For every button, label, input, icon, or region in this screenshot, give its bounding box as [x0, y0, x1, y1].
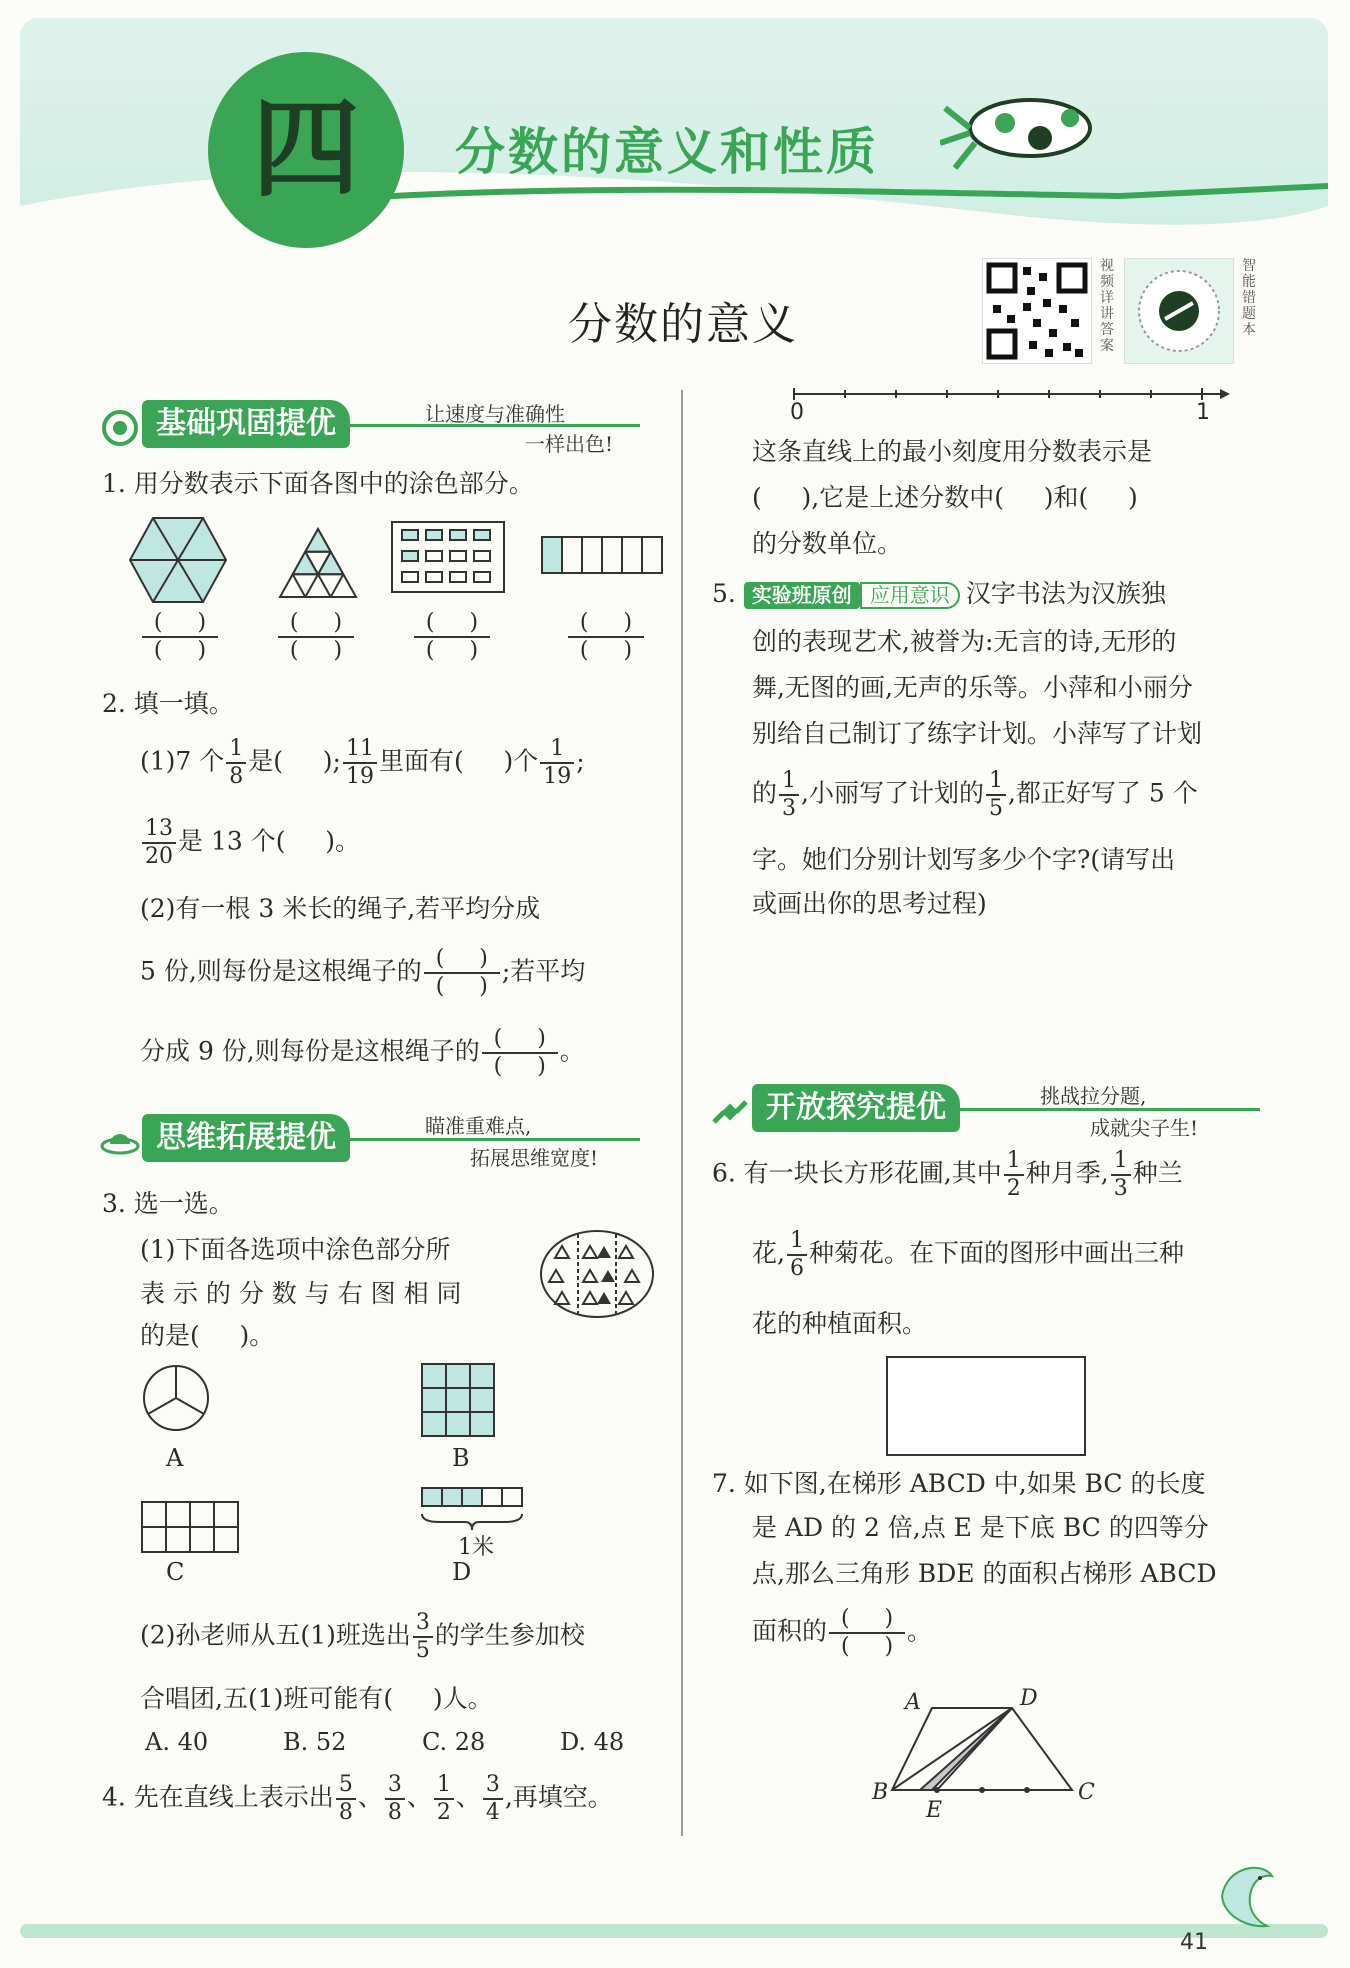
- column-divider: [681, 390, 683, 1836]
- oval-triangles-figure: [538, 1228, 656, 1320]
- option-a-label: A: [166, 1444, 184, 1472]
- qr-label-video: 视 频 详 讲 答 案: [1100, 258, 1114, 354]
- flowerbed-rectangle[interactable]: [886, 1356, 1086, 1456]
- triangle-figure: [278, 527, 358, 599]
- unit-number: 四: [251, 87, 360, 212]
- section-tagline-1: 瞄准重难点,: [425, 1114, 532, 1138]
- section-tagline-1: 让速度与准确性: [425, 402, 565, 426]
- q5-line3: 舞,无图的画,无声的乐等。小萍和小丽分: [752, 673, 1193, 702]
- q2-part2-line1: (2)有一根 3 米长的绳子,若平均分成: [140, 894, 541, 923]
- qr-label-error-book: 智 能 错 题 本: [1242, 258, 1256, 338]
- section-tagline-2: 一样出色!: [525, 432, 614, 456]
- q5-line5: 的 $\frac{1}{3}$ ,小丽写了计划的 $\frac{1}{5}$ ,都正好写了 5 个: [752, 768, 1198, 821]
- axis-label-0: 0: [790, 400, 804, 425]
- q7-line1: 7. 如下图,在梯形 ABCD 中,如果 BC 的长度: [712, 1469, 1206, 1498]
- option-b[interactable]: B. 52: [283, 1728, 347, 1756]
- q7-line4: 面积的 $\frac{( )}{( )}$ 。: [752, 1606, 933, 1659]
- option-d-label: D: [452, 1558, 472, 1586]
- q3-p2-line1: (2)孙老师从五(1)班选出 $\frac{3}{5}$ 的学生参加校: [140, 1610, 585, 1663]
- option-b-label: B: [452, 1444, 470, 1472]
- q7-line2: 是 AD 的 2 倍,点 E 是下底 BC 的四等分: [752, 1513, 1209, 1542]
- section-tagline-2: 拓展思维宽度!: [470, 1146, 599, 1170]
- q4-line3: 的分数单位。: [752, 529, 903, 558]
- q3-p1-line2: 表 示 的 分 数 与 右 图 相 同: [140, 1279, 462, 1308]
- q3-p2-line2: 合唱团,五(1)班可能有( )人。: [140, 1684, 493, 1713]
- answer-blank-4[interactable]: $\frac{( )}{( )}$: [566, 612, 646, 662]
- option-d-caption: 1米: [458, 1535, 494, 1560]
- footer-bar: [20, 1924, 1328, 1938]
- point-d-label: D: [1020, 1686, 1038, 1711]
- q6-line2: 花, $\frac{1}{6}$ 种菊花。在下面的图形中画出三种: [752, 1228, 1184, 1281]
- number-line[interactable]: [770, 384, 1230, 424]
- q3-p1-line1: (1)下面各选项中涂色部分所: [140, 1235, 451, 1264]
- point-c-label: C: [1078, 1780, 1095, 1805]
- badge-original: 实验班原创: [744, 582, 860, 609]
- q4-text: 4. 先在直线上表示出 $\frac{5}{8}$ 、 $\frac{3}{8}$ 、 $\frac{1}{2}$ 、 $\frac{3}{4}$ ,再填空。: [102, 1772, 613, 1825]
- q4-line1: 这条直线上的最小刻度用分数表示是: [752, 437, 1153, 466]
- section-tagline-2: 成就尖子生!: [1090, 1116, 1199, 1140]
- target-icon: [100, 408, 140, 448]
- lesson-title: 分数的意义: [568, 299, 798, 350]
- point-b-label: B: [872, 1780, 889, 1805]
- option-d[interactable]: D. 48: [560, 1728, 625, 1756]
- section-title: 开放探究提优: [752, 1084, 960, 1132]
- rocket-decoration-icon: [940, 88, 1120, 198]
- strip-figure: [540, 535, 666, 575]
- section-tagline-1: 挑战拉分题,: [1040, 1084, 1147, 1108]
- axis-label-1: 1: [1196, 400, 1210, 425]
- q3-title: 3. 选一选。: [102, 1189, 234, 1218]
- q2-title: 2. 填一填。: [102, 689, 234, 718]
- qr-code-video[interactable]: [982, 258, 1092, 364]
- q2-part2-line2: 5 份,则每份是这根绳子的 $\frac{( )}{( )}$ ;若平均: [140, 946, 586, 999]
- grid-rect-figure: [390, 520, 506, 594]
- q5-line7: 或画出你的思考过程): [752, 889, 987, 918]
- q4-line2: ( ),它是上述分数中( )和( ): [752, 483, 1138, 512]
- q5-line1: 5. 实验班原创 应用意识 汉字书法为汉族独: [712, 579, 1166, 608]
- q6-line3: 花的种植面积。: [752, 1309, 928, 1338]
- answer-blank-3[interactable]: $\frac{( )}{( )}$: [412, 612, 492, 662]
- ufo-icon: [100, 1122, 140, 1162]
- q1-text: 1. 用分数表示下面各图中的涂色部分。: [102, 469, 534, 498]
- option-a[interactable]: A. 40: [145, 1728, 209, 1756]
- option-c-label: C: [166, 1558, 185, 1586]
- q6-line1: 6. 有一块长方形花圃,其中 $\frac{1}{2}$ 种月季, $\frac{1}{3}$ 种兰: [712, 1148, 1183, 1201]
- hexagon-figure: [128, 515, 228, 605]
- page-number: 41: [1180, 1930, 1208, 1955]
- point-a-label: A: [905, 1690, 921, 1715]
- point-e-label: E: [926, 1798, 943, 1823]
- section-title: 基础巩固提优: [142, 400, 350, 448]
- q2-part1-line1: (1)7 个 $\frac{1}{8}$ 是( ); $\frac{11}{19}$ 里面有( )个 $\frac{1}{19}$ ;: [140, 736, 585, 789]
- unit-title: 分数的意义和性质: [455, 123, 879, 181]
- section-title: 思维拓展提优: [142, 1114, 350, 1162]
- qr-code-error-book[interactable]: [1124, 258, 1234, 364]
- q7-line3: 点,那么三角形 BDE 的面积占梯形 ABCD: [752, 1559, 1217, 1588]
- q2-part2-line3: 分成 9 份,则每份是这根绳子的 $\frac{( )}{( )}$ 。: [140, 1026, 585, 1079]
- dolphin-icon: [1212, 1856, 1282, 1936]
- answer-blank-1[interactable]: $\frac{( )}{( )}$: [140, 612, 220, 662]
- satellite-icon: [710, 1092, 750, 1132]
- q5-line4: 别给自己制订了练字计划。小萍写了计划: [752, 719, 1203, 748]
- q5-line6: 字。她们分别计划写多少个字?(请写出: [752, 845, 1176, 874]
- q5-line2: 创的表现艺术,被誉为:无言的诗,无形的: [752, 627, 1177, 656]
- badge-application: 应用意识: [860, 582, 960, 609]
- option-b-grid[interactable]: [420, 1362, 500, 1442]
- section-basic: [100, 400, 640, 456]
- q2-part1-line2: $\frac{13}{20}$ 是 13 个( )。: [140, 818, 360, 868]
- section-exploration: [710, 1084, 1260, 1140]
- section-thinking: [100, 1114, 640, 1170]
- answer-blank-2[interactable]: $\frac{( )}{( )}$: [276, 612, 356, 662]
- option-c[interactable]: C. 28: [422, 1728, 486, 1756]
- option-a-circle[interactable]: [140, 1362, 212, 1434]
- q3-p1-line3: 的是( )。: [140, 1321, 275, 1350]
- option-c-rect[interactable]: [140, 1500, 240, 1556]
